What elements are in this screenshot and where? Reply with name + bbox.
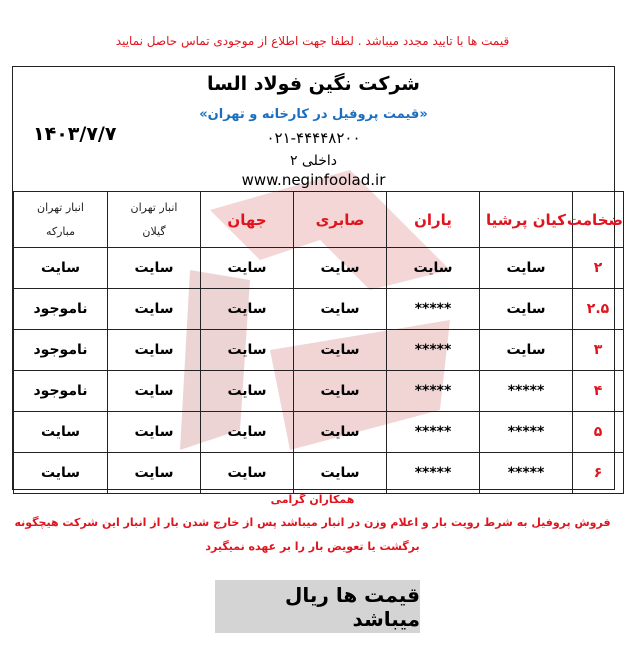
price-cell: ***** [387, 330, 480, 371]
footer-terms-line1: فروش پروفیل به شرط رویت بار و اعلام وزن در انبار میباشد پس از خارج شدن بار از انبار این شرکت هیچگونه [14, 516, 611, 529]
thickness-cell: ۵ [573, 412, 624, 453]
sheet-header [13, 67, 614, 192]
price-cell: ***** [480, 412, 573, 453]
column-header [566, 192, 624, 248]
price-cell: سایت [201, 248, 294, 289]
price-cell: سایت [108, 330, 201, 371]
price-cell: ***** [387, 289, 480, 330]
price-cell: ***** [387, 412, 480, 453]
column-header [108, 192, 201, 248]
table-row [14, 412, 624, 453]
price-sheet [12, 66, 623, 490]
price-cell: سایت [201, 371, 294, 412]
price-cell: سایت [108, 248, 201, 289]
price-cell: سایت [294, 412, 387, 453]
price-cell: ***** [387, 453, 480, 494]
price-cell: سایت [294, 248, 387, 289]
price-notice: قیمت ها با تایید مجدد میباشد . لطفا جهت اطلاع از موجودی تماس حاصل نمایید [115, 34, 510, 48]
price-cell: سایت [14, 248, 108, 289]
currency-note: قیمت ها ریال میباشد [215, 580, 420, 633]
price-cell: ***** [480, 371, 573, 412]
table-header-row [14, 192, 624, 248]
footer-terms-line2: برگشت یا تعویض بار را بر عهده نمیگیرد [205, 540, 420, 553]
thickness-cell: ۳ [573, 330, 624, 371]
price-cell: سایت [14, 453, 108, 494]
company-name: شرکت نگین فولاد السا [207, 73, 420, 95]
price-cell: ناموجود [14, 289, 108, 330]
column-header-label: یاران [414, 210, 452, 229]
table-row [14, 371, 624, 412]
thickness-cell: ۶ [573, 453, 624, 494]
website-link[interactable]: www.neginfoolad.ir [241, 171, 386, 189]
price-cell: ***** [480, 453, 573, 494]
thickness-cell: ۲ [573, 248, 624, 289]
price-cell: سایت [201, 289, 294, 330]
column-header-label: ضخامت [566, 210, 623, 229]
table-row [14, 289, 624, 330]
thickness-cell: ۲.۵ [573, 289, 624, 330]
column-header [14, 192, 108, 248]
price-cell: ناموجود [14, 330, 108, 371]
column-header-label: کیان پرشیا [486, 210, 566, 229]
price-cell: سایت [108, 371, 201, 412]
phone-number: ۰۲۱-۴۴۴۴۸۲۰۰ [266, 129, 361, 147]
price-cell: سایت [201, 330, 294, 371]
price-cell: ناموجود [14, 371, 108, 412]
price-cell: سایت [294, 453, 387, 494]
table-row [14, 453, 624, 494]
price-cell: سایت [480, 248, 573, 289]
column-header-label: گیلان [142, 224, 166, 238]
column-header-label: صابری [315, 210, 365, 229]
thickness-cell: ۴ [573, 371, 624, 412]
column-header-label: مبارکه [45, 224, 75, 238]
table-row [14, 248, 624, 289]
price-cell: سایت [480, 330, 573, 371]
price-table [13, 191, 624, 494]
footer-greeting: همکاران گرامی [270, 493, 355, 506]
price-cell: سایت [108, 289, 201, 330]
column-header [201, 192, 294, 248]
price-cell: سایت [387, 248, 480, 289]
column-header [480, 192, 573, 248]
column-header-label: جهان [227, 210, 267, 229]
price-date: ۱۴۰۳/۷/۷ [33, 123, 117, 145]
table-row [14, 330, 624, 371]
price-cell: ***** [387, 371, 480, 412]
column-header-label: انبار تهران [37, 200, 84, 214]
price-cell: سایت [108, 453, 201, 494]
sheet-subtitle: «قیمت پروفیل در کارخانه و تهران» [199, 107, 428, 122]
price-cell: سایت [108, 412, 201, 453]
column-header [294, 192, 387, 248]
column-header [387, 192, 480, 248]
price-cell: سایت [201, 453, 294, 494]
price-cell: سایت [294, 289, 387, 330]
price-cell: سایت [480, 289, 573, 330]
price-cell: سایت [201, 412, 294, 453]
price-cell: سایت [294, 371, 387, 412]
column-header-label: انبار تهران [130, 200, 178, 214]
phone-extension: داخلی ۲ [289, 153, 338, 169]
price-cell: سایت [294, 330, 387, 371]
price-cell: سایت [14, 412, 108, 453]
